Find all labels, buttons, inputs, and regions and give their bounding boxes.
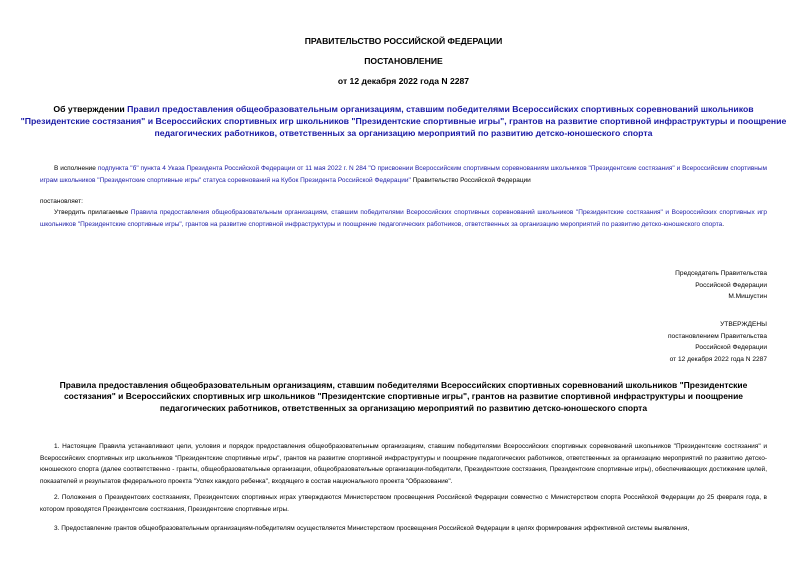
rules-paragraph-3: 3. Предоставление грантов общеобразовательным организациям-победителям осуществляется Министерством просвещения Российской Федерации в целях формирования эффективной системы выявления, [54, 525, 690, 532]
document-date-number: от 12 декабря 2022 года N 2287 [337, 76, 470, 86]
signature-name: М.Мишустин [728, 293, 767, 301]
decree-reference-link[interactable]: подпункта "б" пункта 4 Указа Президента Российской Федерации от 11 мая 2022 г. N 284 "О присвоении Всероссийским спортивным соревнованиям школьников "Президентские состязания" и Всероссийским спортивным играм школьников "Президентские спортивные игры" статуса соревнований на Кубок Президента Российской Федерации" [40, 165, 768, 184]
document-type: ПОСТАНОВЛЕНИЕ [364, 56, 443, 66]
preamble-prefix: В исполнение [54, 165, 98, 172]
approval-by: постановлением Правительства [667, 332, 767, 340]
signature-block [675, 268, 767, 303]
rules-title: Правила предоставления общеобразовательным организациям, ставшим победителями Всероссийских спортивных соревнований школьников "Президентские состязания" и Всероссийских спортивных игр школьников "Президентские спортивные игры", грантов на развитие спортивной инфраструктуры и поощрение педагогических работников, ответственных за организацию мероприятий по развитию детско-юношеского спорта [59, 380, 748, 413]
title-prefix: Об утверждении [53, 104, 128, 114]
rules-paragraph-2: 2. Положения о Президентских состязаниях, Президентских спортивных играх утверждаются Министерством просвещения Российской Федерации совместно с Министерством спорта Российской Федерации до 25 февраля года, в котором проводятся Президентские состязания, Президентские спортивные игры. [40, 494, 767, 513]
decree-prefix: Утвердить прилагаемые [54, 209, 131, 216]
approved-rules-link[interactable]: Правила предоставления общеобразовательным организациям, ставшим победителями Всероссийских спортивных соревнований школьников "Президентские состязания" и Всероссийских спортивных игр школьников "Президентские спортивные игры", грантов на развитие спортивной инфраструктуры и поощрение педагогических работников, ответственных за организацию мероприятий по развитию детско-юношеского спорта [40, 209, 767, 228]
approval-date: от 12 декабря 2022 года N 2287 [669, 355, 767, 363]
document-title [20, 103, 787, 139]
preamble-suffix: Правительство Российской Федерации [410, 176, 531, 184]
preamble-paragraph [40, 163, 767, 186]
decree-paragraph [40, 207, 767, 230]
decree-label: постановляет: [40, 198, 83, 205]
rules-paragraph-1: 1. Настоящие Правила устанавливают цели, условия и порядок предоставления общеобразовательным организациям, ставшим победителями Всероссийских спортивных соревнований школьников "Президентские состязания" и Всероссийских спортивных игр школьников "Президентские спортивные игры", грантов на развитие спортивной инфраструктуры и поощрение педагогических работников, ответственных за организацию мероприятий по развитию детско-юношеского спорта (далее соответственно - гранты, общеобразовательные организации, общеобразовательные организации-победители, Президентские состязания, Президентские спортивные игры), обеспечивающих достижение целей, показателей и результатов федерального проекта "Успех каждого ребенка", входящего в состав национального проекта "Образование". [40, 443, 767, 485]
decree-suffix: . [722, 220, 725, 228]
signature-position: Председатель Правительства [675, 270, 767, 277]
signature-country: Российской Федерации [695, 281, 767, 289]
title-rules-link[interactable]: Правил предоставления общеобразовательным организациям, ставшим победителями Всероссийских спортивных соревнований школьников "Президентские состязания" и Всероссийских спортивных игр школьников "Президентские спортивные игры", грантов на развитие спортивной инфраструктуры и поощрение педагогических работников, ответственных за организацию мероприятий по развитию детско-юношеского спорта [20, 104, 787, 138]
approval-label: УТВЕРЖДЕНЫ [720, 321, 767, 328]
approval-block [668, 319, 767, 365]
approval-country: Российской Федерации [695, 344, 767, 352]
government-heading: ПРАВИТЕЛЬСТВО РОССИЙСКОЙ ФЕДЕРАЦИИ [304, 36, 503, 46]
